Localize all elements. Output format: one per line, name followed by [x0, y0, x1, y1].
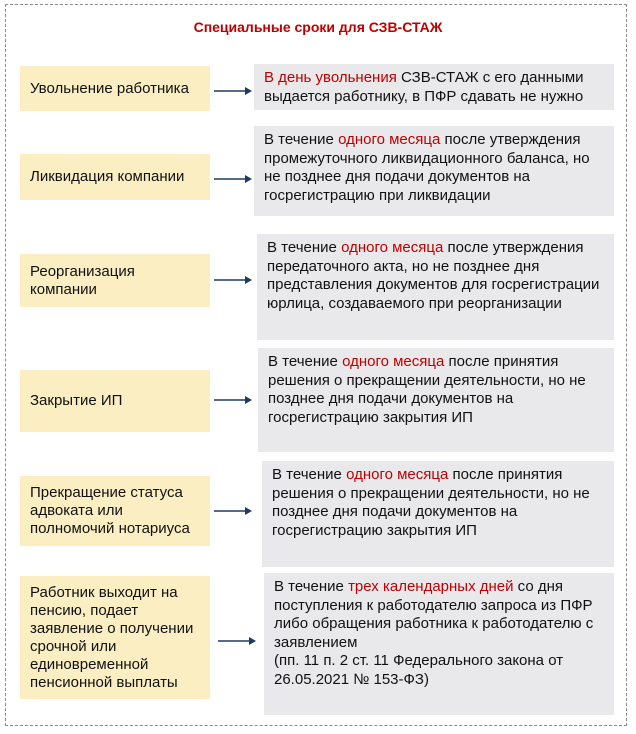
- label-retirement: [20, 576, 210, 699]
- label-text: Работник выходит на пенсию, подает заявление о получении срочной или единовременной пенсионной выплаты: [30, 583, 194, 691]
- label-text: Ликвидация компании: [30, 168, 185, 185]
- desc-liquidation: [254, 126, 614, 216]
- label-liquidation: [20, 154, 210, 200]
- desc-retirement: [264, 573, 614, 715]
- desc-prefix: В течение: [274, 578, 349, 595]
- label-ip-closure: [20, 370, 210, 432]
- desc-ip-closure: [258, 348, 614, 452]
- desc-text: СЗВ-СТАЖ с его данными выдается работнику, в ПФР сдавать не нужно: [264, 69, 584, 105]
- highlight-term: одного месяца: [346, 466, 449, 483]
- arrow-right-icon: [218, 635, 256, 647]
- page-title: Специальные сроки для СЗВ-СТАЖ: [193, 19, 443, 35]
- desc-lawyer-notary: [262, 461, 614, 567]
- label-dismissal: [20, 66, 210, 111]
- label-reorganization: [20, 254, 210, 307]
- highlight-term: трех календарных дней: [348, 578, 514, 595]
- label-text: Закрытие ИП: [30, 392, 123, 409]
- desc-text: после утверждения промежуточного ликвидационного баланса, но не позднее дня подачи документов на госрегистрацию при ликвидации: [264, 131, 590, 204]
- arrow-right-icon: [214, 505, 252, 517]
- label-lawyer-notary: [20, 476, 210, 546]
- highlight-term: В день увольнения: [264, 69, 397, 86]
- desc-prefix: В течение: [264, 131, 339, 148]
- highlight-term: одного месяца: [338, 131, 441, 148]
- desc-reorganization: [257, 234, 614, 340]
- desc-text: после утверждения передаточного акта, но не позднее дня представления документов для госрегистрации юрлица, создаваемого при реорганизации: [267, 239, 600, 312]
- law-reference: (пп. 11 п. 2 ст. 11 Федерального закона от 26.05.2021 № 153-ФЗ): [274, 652, 564, 688]
- desc-prefix: В течение: [267, 239, 342, 256]
- desc-prefix: В течение: [272, 466, 347, 483]
- label-text: Реорганизация компании: [30, 262, 135, 298]
- desc-text: после принятия решения о прекращении деятельности, но не позднее дня подачи документов на госрегистрацию закрытия ИП: [272, 466, 590, 539]
- desc-prefix: В течение: [268, 353, 343, 370]
- highlight-term: одного месяца: [341, 239, 444, 256]
- label-text: Прекращение статуса адвоката или полномочий нотариуса: [30, 484, 190, 537]
- desc-text: после принятия решения о прекращении деятельности, но не позднее дня подачи документов на госрегистрацию закрытия ИП: [268, 353, 586, 426]
- desc-text: со дня поступления к работодателю запроса из ПФР либо обращения работника к работодателю с заявлением: [274, 578, 594, 651]
- label-text: Увольнение работника: [30, 79, 189, 97]
- arrow-right-icon: [214, 85, 252, 97]
- highlight-term: одного месяца: [342, 353, 445, 370]
- arrow-right-icon: [214, 173, 252, 185]
- desc-dismissal: [254, 64, 614, 110]
- arrow-right-icon: [214, 274, 252, 286]
- arrow-right-icon: [214, 394, 252, 406]
